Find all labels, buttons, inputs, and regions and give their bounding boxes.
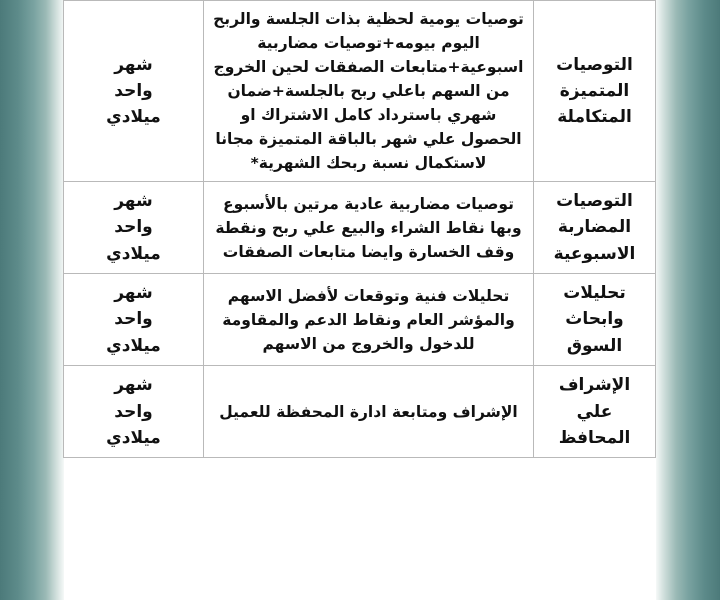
- duration-line: شهر: [114, 191, 153, 212]
- duration-line: واحد: [114, 80, 153, 101]
- service-duration-cell: [64, 182, 204, 274]
- duration-line: واحد: [114, 401, 153, 422]
- duration-line: شهر: [114, 375, 153, 396]
- service-description-cell: توصيات يومية لحظية بذات الجلسة والربح اليوم بيومه+توصيات مضاربية اسبوعية+متابعات الصفقات لحين الخروج من السهم باعلي ربح بالجلسة+ضمان شهري باسترداد كامل الاشتراك او الحصول علي شهر بالباقة المتميزة مجانا لاستكمال نسبة ربحك الشهرية*: [204, 1, 534, 182]
- service-duration-cell: [64, 366, 204, 458]
- service-duration-cell: [64, 1, 204, 182]
- service-name-cell: التوصيات المتميزة المتكاملة: [534, 1, 656, 182]
- table-row: [64, 1, 656, 182]
- service-name-cell: تحليلات وابحاث السوق: [534, 274, 656, 366]
- document-paper: [64, 0, 656, 600]
- pricing-table: [63, 0, 656, 458]
- table-row: [64, 274, 656, 366]
- duration-line: شهر: [114, 283, 153, 304]
- service-description-cell: الإشراف ومتابعة ادارة المحفظة للعميل: [204, 366, 534, 458]
- duration-line: ميلادي: [106, 335, 161, 356]
- duration-line: واحد: [114, 309, 153, 330]
- service-name-cell: الإشراف علي المحافظ: [534, 366, 656, 458]
- duration-line: شهر: [114, 54, 153, 75]
- duration-line: ميلادي: [106, 243, 161, 264]
- duration-line: واحد: [114, 217, 153, 238]
- service-description-cell: توصيات مضاربية عادية مرتين بالأسبوع وبها نقاط الشراء والبيع علي ربح ونقطة وقف الخسارة وايضا متابعات الصفقات: [204, 182, 534, 274]
- duration-line: ميلادي: [106, 107, 161, 128]
- service-duration-cell: [64, 274, 204, 366]
- duration-line: ميلادي: [106, 427, 161, 448]
- table-row: [64, 366, 656, 458]
- table-row: [64, 182, 656, 274]
- service-description-cell: تحليلات فنية وتوقعات لأفضل الاسهم والمؤشر العام ونقاط الدعم والمقاومة للدخول والخروج من الاسهم: [204, 274, 534, 366]
- service-name-cell: التوصيات المضاربة الاسبوعية: [534, 182, 656, 274]
